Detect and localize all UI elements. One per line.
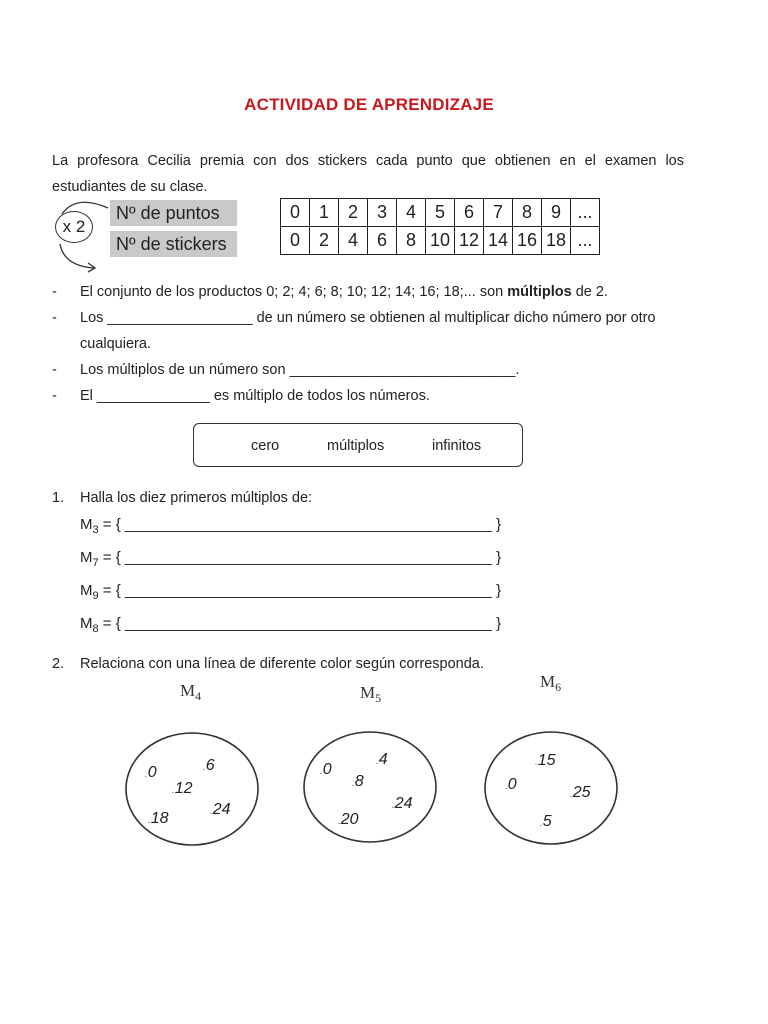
bullet-1-text: El conjunto de los productos 0; 2; 4; 6; 8; 10; 12; 14; 16; 18;... son <box>80 284 508 300</box>
table-cell: 12 <box>455 227 484 255</box>
set-number: .24 <box>392 795 413 812</box>
intro-paragraph: La profesora Cecilia premia con dos stickers cada punto que obtienen en el examen los estudiantes de su clase. <box>52 153 684 195</box>
table-cell: 14 <box>484 227 513 255</box>
answer-line: = { ____________________________________________ } <box>98 516 502 533</box>
table-cell: 18 <box>542 227 571 255</box>
word-bank-item: cero <box>251 438 280 454</box>
table-cell: 10 <box>426 227 455 255</box>
multiples-row-m8 <box>80 615 501 635</box>
question-1-text: Halla los diez primeros múltiplos de: <box>80 490 313 506</box>
word-bank-item: múltiplos <box>327 438 385 454</box>
table-cell: 3 <box>368 199 397 227</box>
set-number: .12 <box>172 780 193 797</box>
set-number: .0 <box>320 761 332 778</box>
table-cell: 16 <box>513 227 542 255</box>
answer-line: = { ____________________________________________ } <box>98 615 502 632</box>
set-label-m5: $M_5$ <box>360 683 382 705</box>
set-number: .4 <box>376 751 388 768</box>
ellipse-set-2 <box>304 732 436 842</box>
table-cell: 8 <box>513 199 542 227</box>
table-cell: 6 <box>455 199 484 227</box>
table-cell: 9 <box>542 199 571 227</box>
multiples-row-m9 <box>80 582 501 602</box>
bullet-3-text: Los múltiplos de un número son ____________________________. <box>80 362 520 378</box>
set-number: .20 <box>338 811 359 828</box>
set-subscript: 3 <box>92 524 99 536</box>
table-row-points <box>281 199 600 227</box>
set-subscript: 8 <box>92 623 99 635</box>
set-number: .25 <box>570 784 591 801</box>
question-2-text: Relaciona con una línea de diferente color según corresponda. <box>80 656 484 672</box>
stickers-label: Nº de stickers <box>110 231 237 257</box>
table-cell: ... <box>571 199 600 227</box>
multiples-row-m3 <box>80 516 501 536</box>
table-row-stickers <box>281 227 600 255</box>
set-subscript: 9 <box>92 590 99 602</box>
set-symbol: M <box>80 516 93 533</box>
table-cell: 5 <box>426 199 455 227</box>
set-number: .6 <box>203 757 215 774</box>
set-subscript: 7 <box>92 557 99 569</box>
set-number: .0 <box>505 776 517 793</box>
set-number: .18 <box>148 810 169 827</box>
points-label: Nº de puntos <box>110 200 237 226</box>
table-cell: 2 <box>339 199 368 227</box>
set-number: .0 <box>145 764 157 781</box>
table-cell: 4 <box>397 199 426 227</box>
table-cell: 6 <box>368 227 397 255</box>
table-cell: 4 <box>339 227 368 255</box>
points-stickers-table <box>280 198 600 255</box>
word-bank-item: infinitos <box>432 438 482 454</box>
set-label-m4: $M_4$ <box>180 681 202 703</box>
question-2-number: 2. <box>52 656 65 672</box>
answer-line: = { ____________________________________________ } <box>98 582 502 599</box>
table-cell: 1 <box>310 199 339 227</box>
table-cell: 0 <box>281 227 310 255</box>
bullet-4-text: El ______________ es múltiplo de todos los números. <box>80 388 430 404</box>
multiples-row-m7 <box>80 549 501 569</box>
set-label-m6: $M_6$ <box>540 672 562 694</box>
set-number: .15 <box>535 752 556 769</box>
page-title: ACTIVIDAD DE APRENDIZAJE <box>244 95 494 114</box>
table-cell: 8 <box>397 227 426 255</box>
set-symbol: M <box>80 549 93 566</box>
bullet-1-bold: múltiplos <box>507 284 572 300</box>
bullet-1-end: de 2. <box>571 284 608 300</box>
table-cell: 2 <box>310 227 339 255</box>
table-cell: 0 <box>281 199 310 227</box>
set-symbol: M <box>80 582 93 599</box>
answer-line: = { ____________________________________________ } <box>98 549 502 566</box>
table-cell: 7 <box>484 199 513 227</box>
table-cell: ... <box>571 227 600 255</box>
question-1-number: 1. <box>52 490 65 506</box>
set-symbol: M <box>80 615 93 632</box>
set-number: .5 <box>540 813 552 830</box>
set-number: .8 <box>352 773 364 790</box>
set-number: .24 <box>210 801 231 818</box>
multiplier-badge: x 2 <box>55 211 93 243</box>
bullet-2-text-cont: cualquiera. <box>80 336 151 352</box>
bullet-2-text: Los __________________ de un número se obtienen al multiplicar dicho número por otro <box>80 310 656 326</box>
